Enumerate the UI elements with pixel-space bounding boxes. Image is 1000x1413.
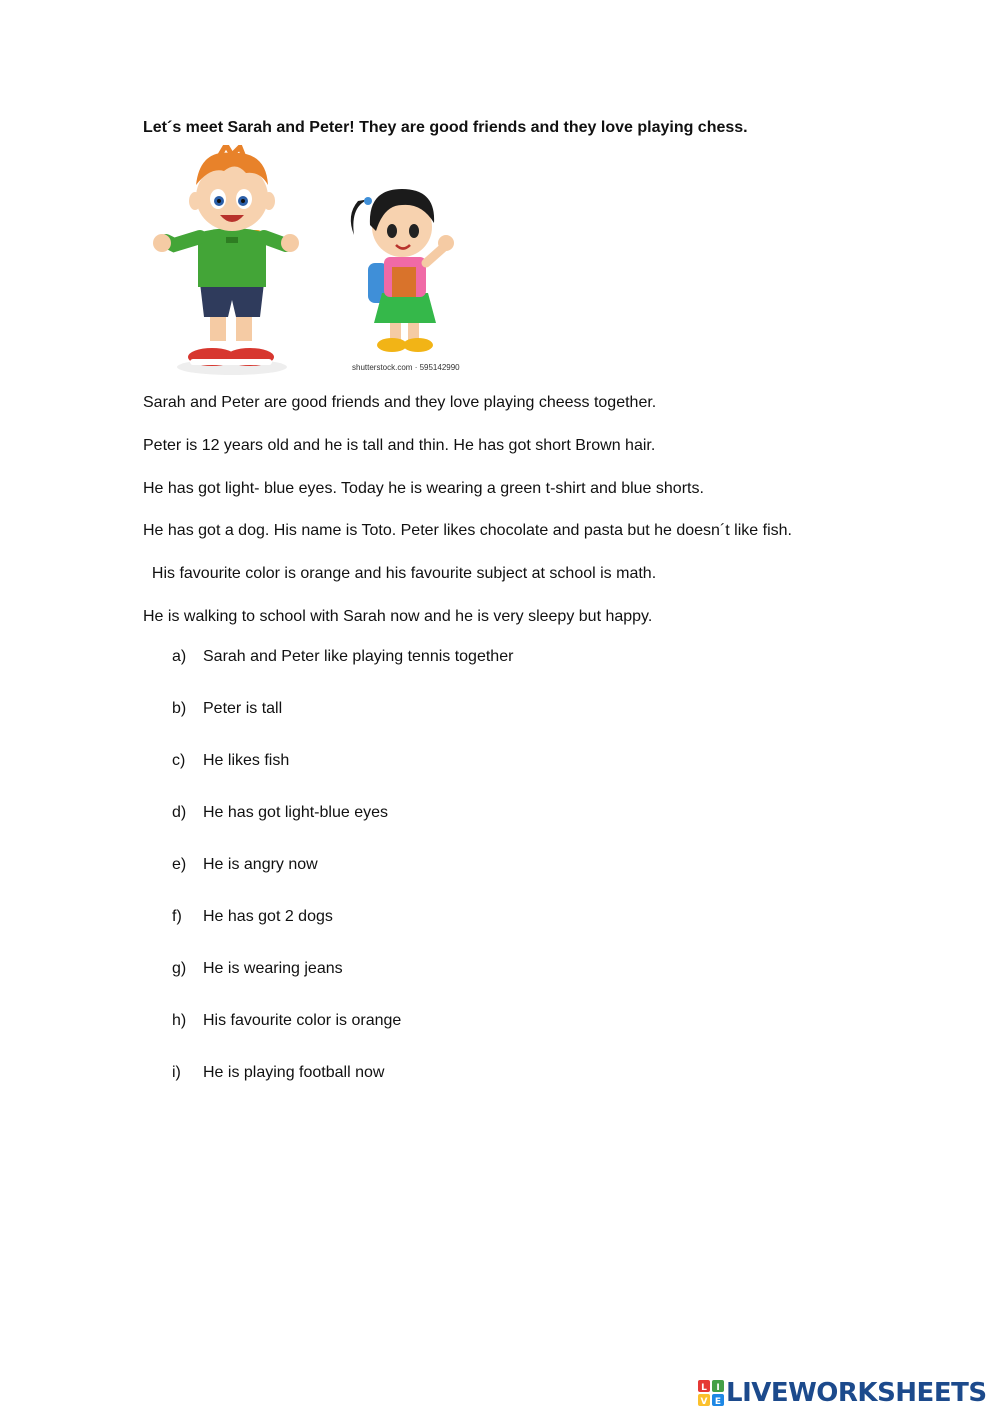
logo-letter: L — [701, 1383, 707, 1393]
logo-letter: I — [716, 1383, 720, 1393]
question-letter: b) — [172, 700, 187, 717]
question-text: He likes fish — [203, 752, 290, 769]
liveworksheets-wordmark: LIVEWORKSHEETS — [726, 1378, 987, 1408]
logo-letter: V — [700, 1397, 708, 1406]
liveworksheets-logo[interactable] — [698, 1378, 993, 1408]
girl-sarah-figure — [351, 189, 454, 352]
question-text: He has got light-blue eyes — [203, 804, 388, 821]
question-letter: a) — [172, 648, 187, 665]
reading-paragraph: He has got light- blue eyes. Today he is wearing a green t-shirt and blue shorts. — [143, 480, 704, 497]
question-text: Peter is tall — [203, 700, 283, 717]
question-text: He is wearing jeans — [203, 960, 343, 977]
question-text: He is angry now — [203, 856, 318, 873]
characters-illustration — [140, 145, 480, 380]
question-letter: d) — [172, 804, 187, 821]
question-letter: g) — [172, 960, 187, 977]
reading-paragraph: His favourite color is orange and his favourite subject at school is math. — [143, 565, 657, 582]
question-letter: f) — [172, 908, 182, 925]
reading-paragraph: Sarah and Peter are good friends and they love playing cheess together. — [143, 394, 657, 411]
question-letter: c) — [172, 752, 186, 769]
question-letter: i) — [172, 1064, 181, 1081]
logo-letter: E — [714, 1397, 722, 1406]
reading-paragraph: He has got a dog. His name is Toto. Peter likes chocolate and pasta but he doesn´t like fish. — [143, 522, 792, 539]
image-watermark: shutterstock.com · 595142990 — [352, 363, 460, 372]
worksheet-title: Let´s meet Sarah and Peter! They are good friends and they love playing chess. — [143, 119, 748, 136]
question-text: He is playing football now — [203, 1064, 385, 1081]
liveworksheets-logo-icon — [698, 1380, 724, 1406]
question-letter: h) — [172, 1012, 187, 1029]
question-text: He has got 2 dogs — [203, 908, 333, 925]
reading-paragraph: Peter is 12 years old and he is tall and thin. He has got short Brown hair. — [143, 437, 656, 454]
question-letter: e) — [172, 856, 187, 873]
question-text: Sarah and Peter like playing tennis together — [203, 648, 514, 665]
reading-paragraph: He is walking to school with Sarah now and he is very sleepy but happy. — [143, 608, 653, 625]
boy-peter-figure — [153, 145, 299, 375]
question-text: His favourite color is orange — [203, 1012, 402, 1029]
